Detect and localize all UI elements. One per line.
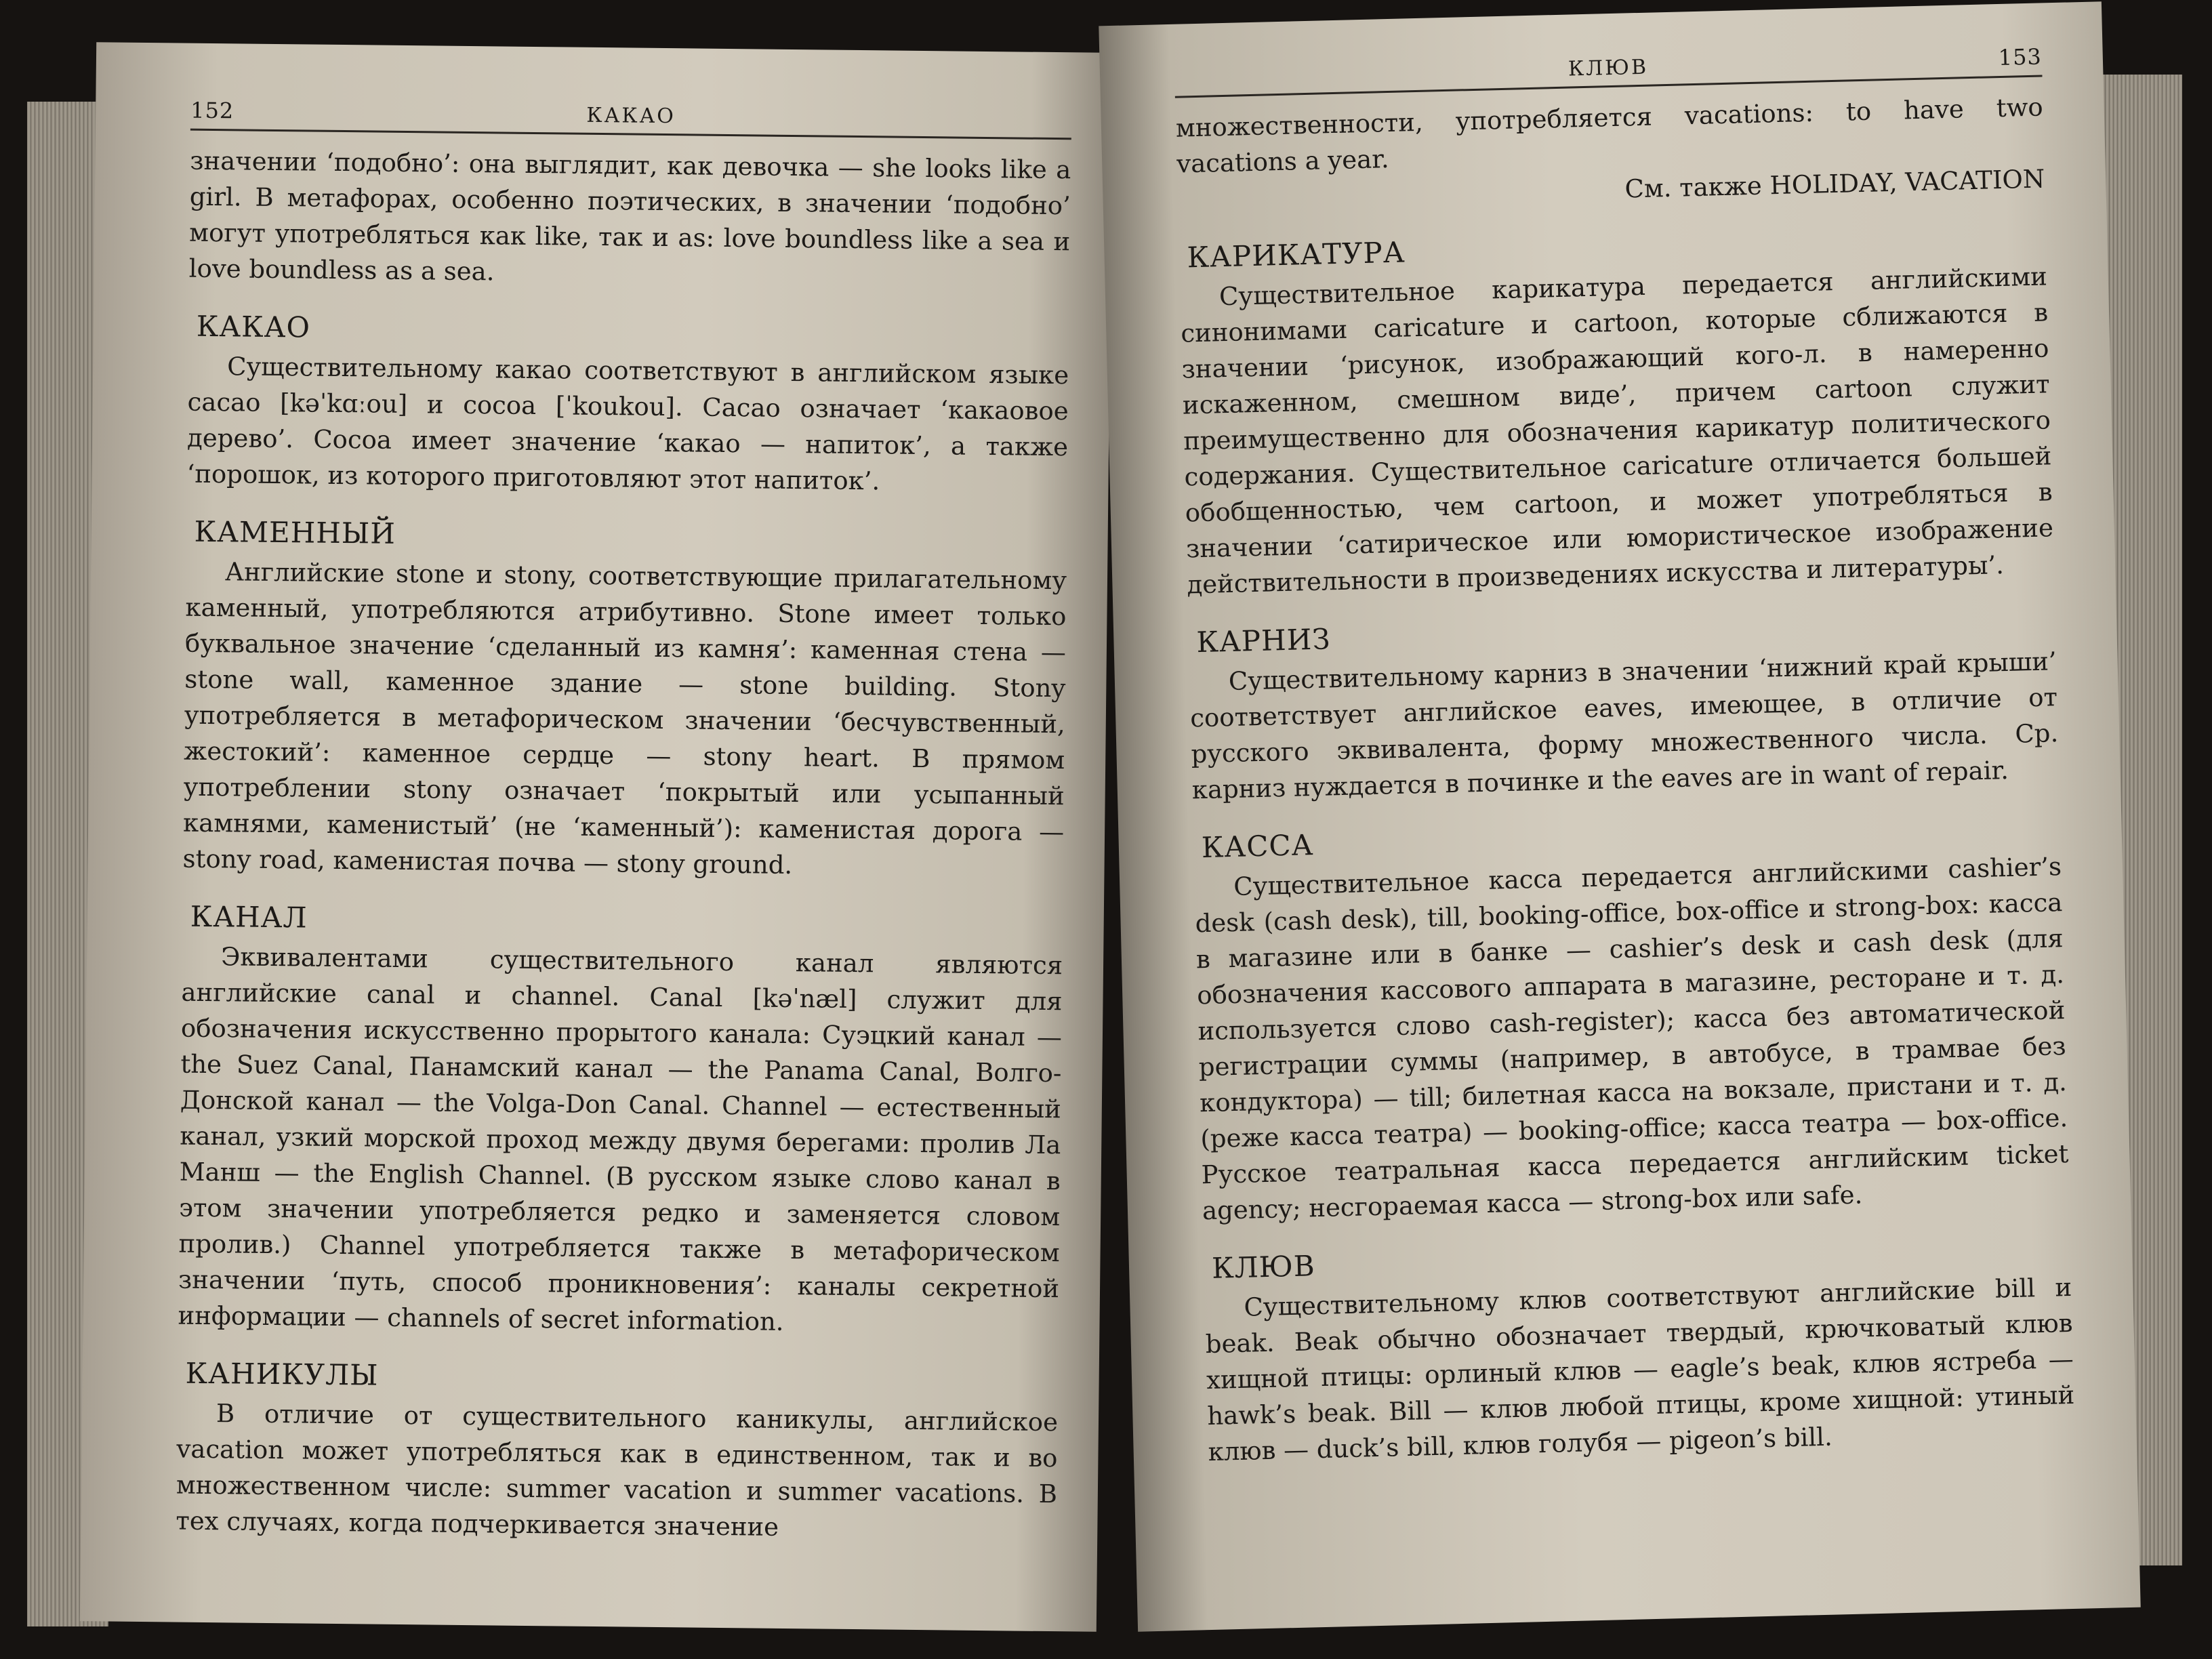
right-page	[1099, 1, 2140, 1631]
entry-title: КАМЕННЫЙ	[194, 514, 396, 550]
entry-text: Существительному какао соответствуют в английском языке cacao [kəˈkɑːou] и cocoa [ˈkoukou]. Cacao означает ‘какаовое дерево’. Cocoa имеет значение ‘какао — напиток’, а также ‘порошок, из которого приготовляют этот напиток’.	[186, 352, 1069, 496]
entry	[186, 310, 1069, 501]
right-continuation-text: множественности, употребляется vacations: to have two vacations a year.	[1175, 92, 2044, 179]
right-page-number: 153	[1998, 43, 2043, 71]
entry-title: КАССА	[1201, 828, 1314, 865]
entry	[178, 900, 1063, 1343]
entry-title: КАРНИЗ	[1195, 622, 1332, 659]
entry	[182, 515, 1067, 886]
entry-text: Эквивалентами существительного канал являются английские canal и channel. Canal [kəˈnæl] служит для обозначения искусственно прорытого канала: Суэцкий канал — the Suez Canal, Панамский канал — the Panama Canal, Волго-Донской канал — the Volga-Don Canal. Channel — естественный канал, узкий морской проход между двумя берегами: пролив Ла Манш — the English Channel. (В русском языке слово канал в этом значении употребляется редко и заменяется словом пролив.) Channel употребляется также в метафорическом значении ‘путь, способ проникновения’: каналы секретной информации — channels of secret information.	[178, 942, 1063, 1336]
left-page-number: 152	[190, 97, 234, 124]
see-also-reference: См. также HOLIDAY, VACATION	[1624, 164, 2045, 204]
entry-title: КАРИКАТУРА	[1187, 235, 1406, 274]
entry	[1204, 1231, 2076, 1470]
entry	[176, 1357, 1059, 1549]
entry-title: КАНИКУЛЫ	[185, 1356, 379, 1392]
entry	[1193, 810, 2070, 1229]
left-page	[80, 42, 1113, 1632]
entry-title: КАКАО	[196, 309, 311, 344]
left-head-word: КАКАО	[586, 103, 676, 129]
left-continuation-text: значении ‘подобно’: она выглядит, как девочка — she looks like a girl. В метафорах, особенно поэтических, в значении ‘подобно’ могут употребляться как like, так и as: love boundless like a sea и love boundless as a sea.	[188, 146, 1071, 287]
entry-title: КАНАЛ	[190, 899, 308, 935]
entry	[1179, 220, 2055, 602]
entry-text: Существительному клюв соответствуют английские bill и beak. Beak обычно обозначает твердый, крючковатый клюв хищной птицы: орлиный клюв — eagle’s beak, клюв ястреба — hawk’s beak. Bill — клюв любой птицы, кроме хищной: утиный клюв — duck’s bill, клюв голубя — pigeon’s bill.	[1205, 1272, 2075, 1467]
entry	[1188, 605, 2060, 808]
entry-text: Существительное касса передается английскими cashier’s desk (cash desk), till, booking-office, box-office и strong-box: касса в магазине или в банке — cashier’s desk и cash desk (для обозначения кассового аппарата в магазине, ресторане и т. д. используется слово cash-register); касса без автоматической регистрации суммы (например, в автобусе, в трамвае без кондуктора) — till; билетная касса на вокзале, пристани и т. д. (реже касса театра) — booking-office; касса театра — box-office. Русское театральная касса передается английским ticket agency; несгораемая касса — strong-box или safe.	[1195, 852, 2069, 1226]
right-running-head	[1174, 43, 2043, 98]
entry-title: КЛЮВ	[1211, 1249, 1316, 1285]
entry-text: Существительное карикатура передается английскими синонимами caricature и cartoon, которые сближаются в значении ‘рисунок, изображающий кого-л. в намеренно искаженном, смешном виде’, причем cartoon служит преимущественно для обозначения карикатур политического содержания. Существительное caricature отличается большей обобщенностью, чем cartoon, и может употребляться в значении ‘сатирическое или юмористическое изображение действительности в произведениях искусства и литературы’.	[1180, 262, 2054, 600]
left-running-head	[190, 98, 1071, 140]
right-head-word: КЛЮВ	[1568, 55, 1649, 81]
entry-text: Английские stone и stony, соответствующие прилагательному каменный, употребляются атрибутивно. Stone имеет только буквальное значение ‘сделанный из камня’: каменная стена — stone wall, каменное здание — stone building. Stony употребляется в метафорическом значении ‘бесчувственный, жестокий’: каменное сердце — stony heart. В прямом употреблении stony означает ‘покрытый или усыпанный камнями, каменистый’ (не ‘каменный’): каменистая дорога — stony road, каменистая почва — stony ground.	[182, 557, 1067, 880]
entry-text: В отличие от существительного каникулы, английское vacation может употребляться как в единственном, так и во множественном числе: summer vacation и summer vacations. В тех случаях, когда подчеркивается значение	[176, 1399, 1059, 1542]
entry-text: Существительному карниз в значении ‘нижний край крыши’ соответствует английское eaves, имеющее, в отличие от русского эквивалента, форму множественного числа. Ср. карниз нуждается в починке и the eaves are in want of repair.	[1189, 647, 2059, 805]
